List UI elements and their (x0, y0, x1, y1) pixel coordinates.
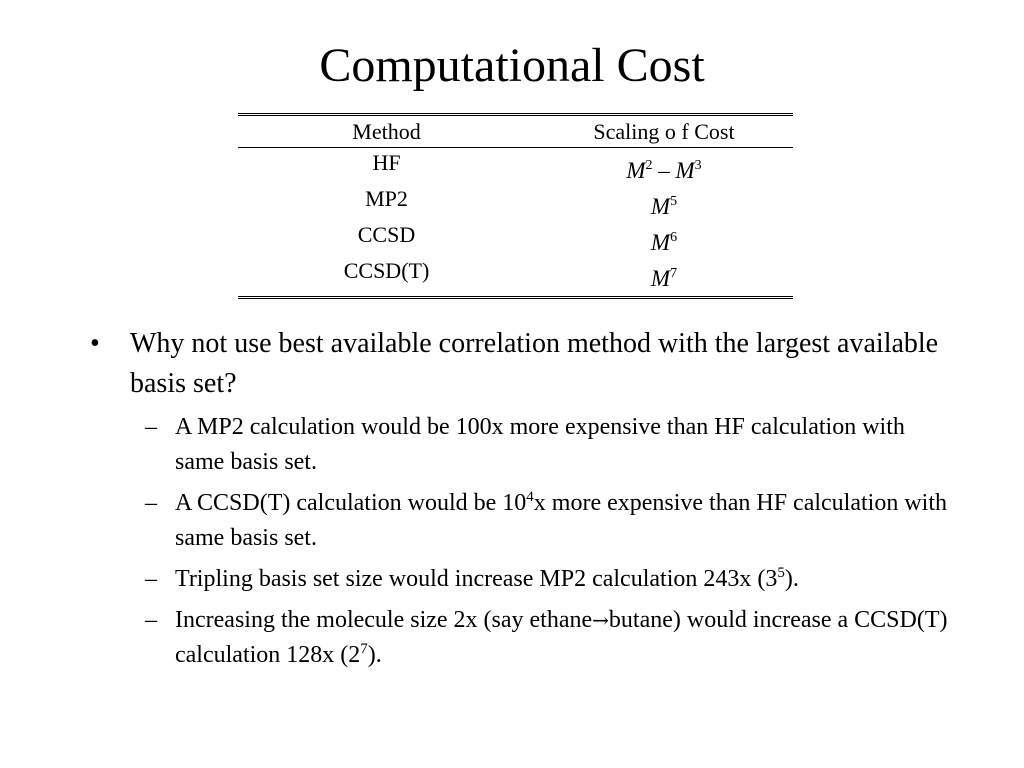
bullet-list (90, 324, 950, 679)
scaling-base: M (650, 194, 671, 219)
scaling-exponent: 5 (670, 194, 678, 209)
scaling-cell (535, 258, 793, 294)
superscript: 4 (526, 489, 534, 505)
superscript: 7 (360, 641, 368, 657)
sub-bullet-text: A CCSD(T) calculation would be 10 (175, 490, 527, 516)
table-body (238, 148, 793, 294)
scaling-dash: – (652, 158, 676, 183)
method-cell: MP2 (365, 186, 408, 211)
sub-bullet-text: Increasing the molecule size 2x (say ethane (175, 607, 593, 633)
scaling-cell (535, 150, 793, 186)
method-cell: CCSD(T) (343, 258, 430, 283)
dash-marker: – (145, 414, 157, 440)
sub-bullet-text: A MP2 calculation would be 100x more expensive than HF calculation with same basis set. (175, 414, 905, 475)
scaling-base: M (626, 158, 646, 183)
dash-marker: – (145, 607, 157, 633)
sub-bullet (145, 603, 950, 673)
table-bottom-rule (238, 296, 793, 299)
sub-bullet-text-cont: ). (784, 566, 799, 592)
bullet-marker: • (90, 328, 100, 359)
scaling-base: M (650, 230, 671, 255)
dash-marker: – (145, 490, 157, 516)
table-row (238, 258, 793, 294)
main-bullet-text: Why not use best available correlation method with the largest available basis set? (130, 328, 939, 399)
table-row (238, 186, 793, 222)
method-cell: HF (372, 150, 401, 175)
cost-scaling-table (238, 113, 793, 299)
scaling-exponent: 7 (670, 266, 678, 281)
scaling-base: M (650, 266, 671, 291)
slide-title: Computational Cost (319, 39, 705, 92)
superscript: 5 (777, 565, 785, 581)
sub-bullet-text: Tripling basis set size would increase MP2 calculation 243x (3 (175, 566, 778, 592)
scaling-cell (535, 186, 793, 222)
table-row (238, 222, 793, 258)
method-cell: CCSD (357, 222, 416, 247)
sub-bullet-text-cont: butane) would increase a CCSD(T) calculation 128x (2 (175, 607, 948, 668)
scaling-exponent: 3 (694, 158, 702, 173)
scaling-exponent: 6 (670, 230, 678, 245)
main-bullet (90, 324, 950, 404)
sub-bullet (145, 562, 950, 597)
scaling-base: M (675, 158, 695, 183)
header-method: Method (352, 118, 421, 144)
sub-bullet-list (145, 410, 950, 673)
sub-bullet (145, 486, 950, 556)
header-scaling: Scaling o f Cost (593, 118, 735, 144)
sub-bullet-text-cont: x more expensive than HF calculation with same basis set. (175, 490, 948, 551)
right-arrow-icon: → (592, 608, 609, 632)
table-header-row (238, 116, 793, 148)
sub-bullet (145, 410, 950, 480)
scaling-exponent: 2 (645, 158, 653, 173)
dash-marker: – (145, 566, 157, 592)
table-row (238, 150, 793, 186)
scaling-cell (535, 222, 793, 258)
sub-bullet-text-end: ). (367, 642, 382, 668)
